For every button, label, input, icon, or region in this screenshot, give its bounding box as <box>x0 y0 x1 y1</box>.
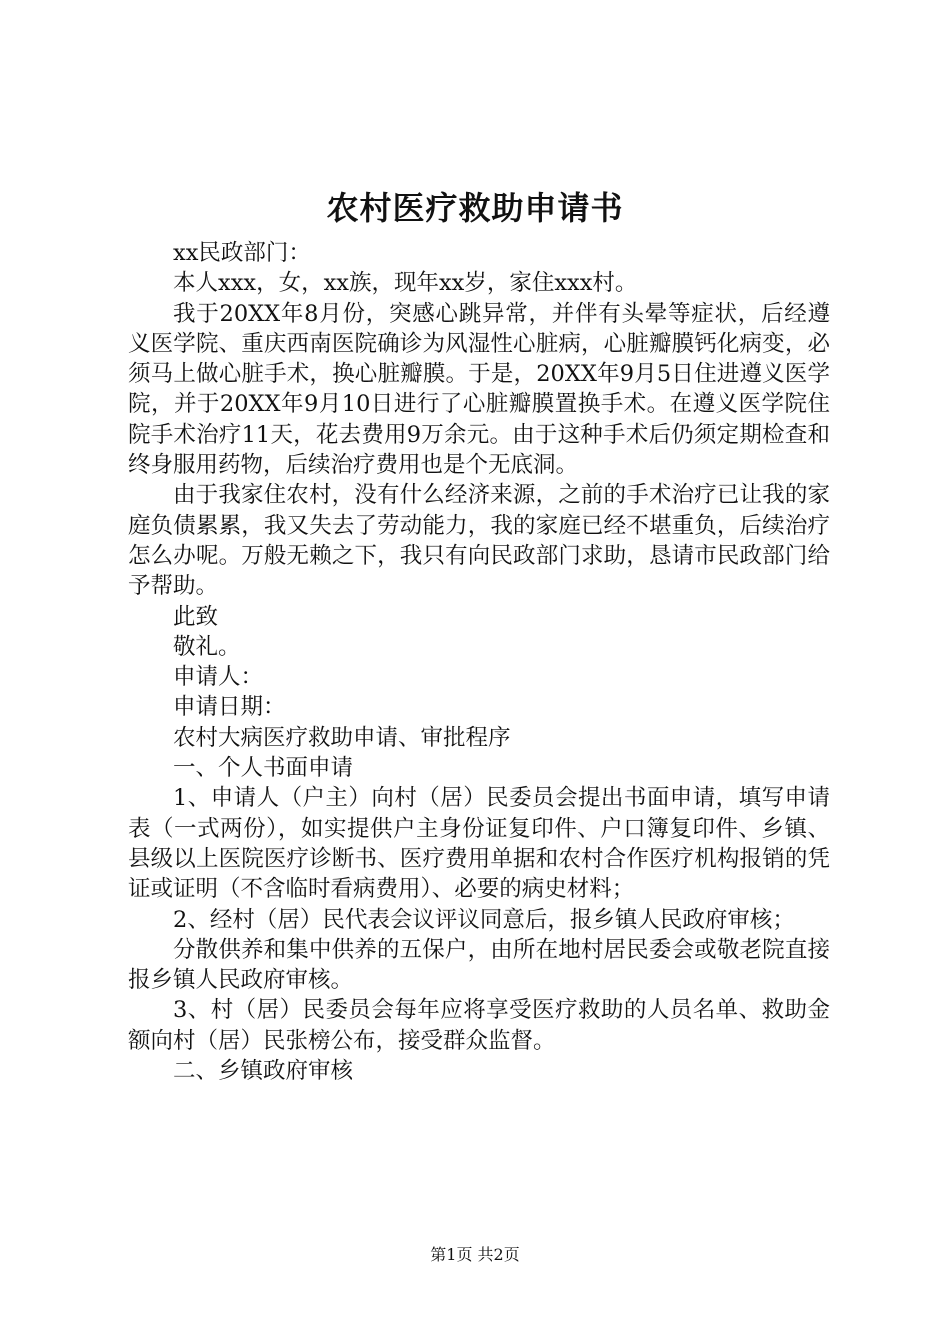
document-title: 农村医疗救助申请书 <box>326 189 624 227</box>
applicant-label: 申请人： <box>173 664 264 691</box>
step-one-heading: 一、个人书面申请 <box>173 755 354 782</box>
closing-jingli: 敬礼。 <box>173 633 241 660</box>
paragraph-request: 由于我家住农村，没有什么经济来源，之前的手术治疗已让我的家庭负债累累，我又失去了劳动能力，我的家庭已经不堪重负，后续治疗怎么办呢。万般无赖之下，我只有向民政部门求助，恳请市民政部门给予帮助。 <box>128 482 830 600</box>
closing-cizhi: 此致 <box>173 603 219 630</box>
paragraph-illness: 我于20XX年8月份，突感心跳异常，并伴有头晕等症状，后经遵义医学院、重庆西南医院确诊为风湿性心脏病，心脏瓣膜钙化病变，必须马上做心脏手术，换心脏瓣膜。于是，20XX年9月5日住进遵义医学院，并于20XX年9月10日进行了心脏瓣膜置换手术。在遵义医学院住院手术治疗11天，花去费用9万余元。由于这种手术后仍须定期检查和终身服用药物，后续治疗费用也是个无底洞。 <box>128 300 830 479</box>
page-footer: 第1页 共2页 <box>430 1245 520 1264</box>
section-heading: 农村大病医疗救助申请、审批程序 <box>173 724 511 751</box>
step-two-heading: 二、乡镇政府审核 <box>173 1058 354 1085</box>
salutation: xx民政部门： <box>173 240 311 266</box>
date-label: 申请日期： <box>173 694 286 721</box>
paragraph-self-intro: 本人xxx，女，xx族，现年xx岁，家住xxx村。 <box>173 270 638 297</box>
step-one-item-3: 3、村（居）民委员会每年应将享受医疗救助的人员名单、救助金额向村（居）民张榜公布，接受群众监督。 <box>128 997 830 1054</box>
step-one-note: 分散供养和集中供养的五保户，由所在地村居民委会或敬老院直接报乡镇人民政府审核。 <box>128 936 830 994</box>
document-body <box>128 238 830 1086</box>
step-one-item-2: 2、经村（居）民代表会议评议同意后，报乡镇人民政府审核； <box>173 906 795 933</box>
step-one-item-1: 1、申请人（户主）向村（居）民委员会提出书面申请，填写申请表（一式两份），如实提供户主身份证复印件、户口簿复印件、乡镇、县级以上医院医疗诊断书、医疗费用单据和农村合作医疗机构报销的凭证或证明（不含临时看病费用）、必要的病史材料； <box>128 785 830 903</box>
